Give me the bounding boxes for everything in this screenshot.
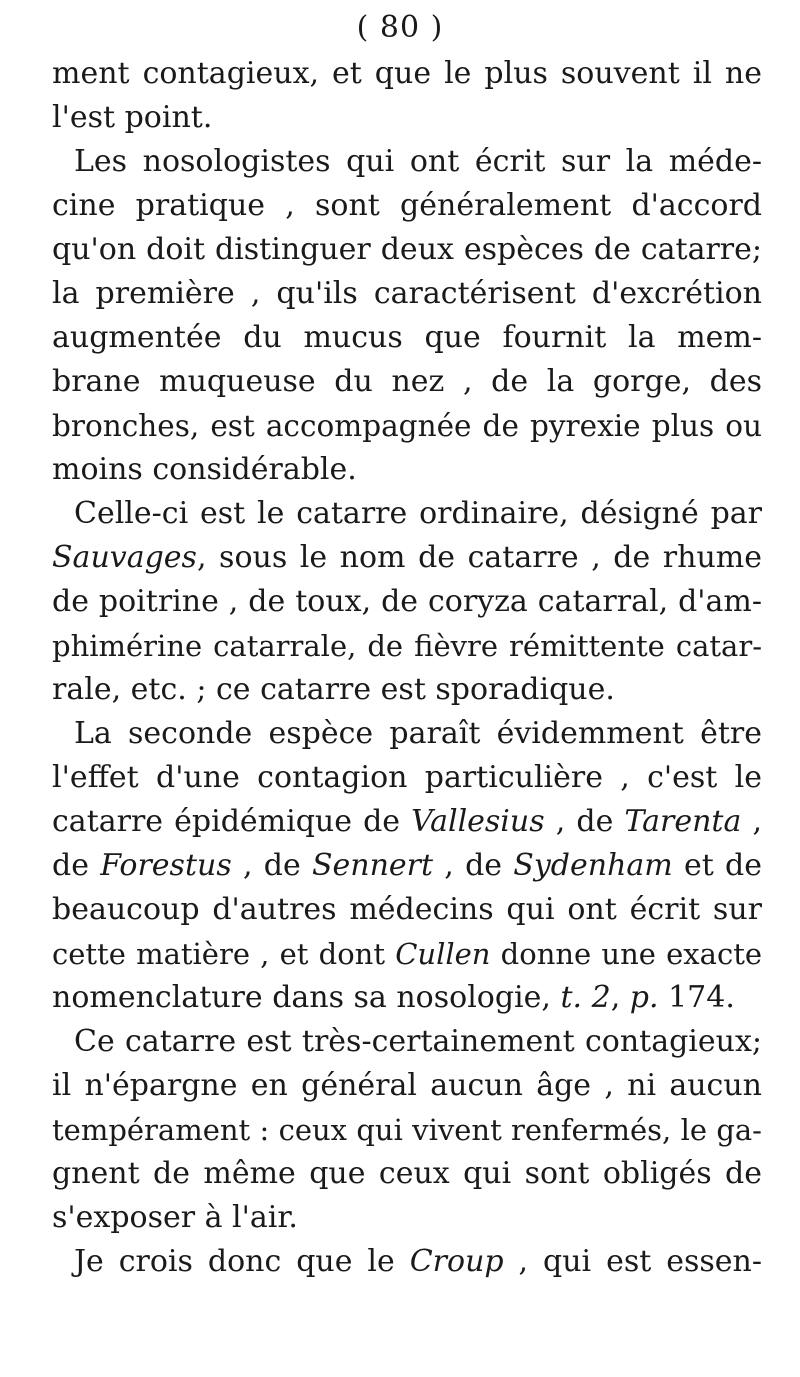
paragraph-start-line: Ce catarre est très-certainement contagieux; — [74, 1024, 762, 1059]
paragraph-start-line: Je crois donc que le Croup , qui est essen- — [74, 1244, 763, 1279]
page-number: ( 80 ) — [356, 10, 444, 45]
text-line: bronches, est accompagnée de pyrexie plus ou — [52, 409, 762, 443]
text-line: phimérine catarrale, de fièvre rémittente catar- — [52, 629, 762, 663]
text-line: moins considérable. — [52, 452, 357, 487]
paragraph-start-line: La seconde espèce paraît évidemment être — [74, 716, 762, 751]
text-line: il n'épargne en général aucun âge , ni aucun — [52, 1068, 762, 1103]
paragraph-start-line: Celle-ci est le catarre ordinaire, désigné par — [74, 496, 762, 531]
text-line: rale, etc. ; ce catarre est sporadique. — [52, 672, 615, 707]
text-line: cette matière , et dont Cullen donne une exacte — [52, 937, 763, 971]
text-line: beaucoup d'autres médecins qui ont écrit sur — [52, 892, 762, 927]
text-line: gnent de même que ceux qui sont obligés de — [52, 1156, 762, 1191]
text-line: Sauvages, sous le nom de catarre , de rhume — [52, 540, 762, 575]
text-line: qu'on doit distinguer deux espèces de catarre; — [52, 232, 762, 267]
text-line: catarre épidémique de Vallesius , de Tarenta , — [52, 804, 762, 839]
paragraph-start-line: Les nosologistes qui ont écrit sur la méde- — [74, 144, 762, 179]
text-line: augmentée du mucus que fournit la mem- — [52, 320, 762, 355]
text-line: de poitrine , de toux, de coryza catarral, d'am- — [52, 584, 762, 619]
text-line: cine pratique , sont généralement d'accord — [52, 188, 762, 223]
text-line: ment contagieux, et que le plus souvent il ne — [52, 56, 762, 91]
text-line: nomenclature dans sa nosologie, t. 2, p. 174. — [52, 980, 735, 1015]
body-text — [52, 52, 762, 1284]
text-line: brane muqueuse du nez , de la gorge, des — [52, 364, 762, 399]
text-line: la première , qu'ils caractérisent d'excrétion — [52, 276, 762, 311]
text-line: l'est point. — [52, 100, 213, 135]
text-line: de Forestus , de Sennert , de Sydenham et de — [52, 848, 762, 883]
text-line: l'effet d'une contagion particulière , c'est le — [52, 760, 762, 795]
text-line: s'exposer à l'air. — [52, 1200, 298, 1235]
text-line: tempérament : ceux qui vivent renfermés, le ga- — [52, 1113, 762, 1147]
